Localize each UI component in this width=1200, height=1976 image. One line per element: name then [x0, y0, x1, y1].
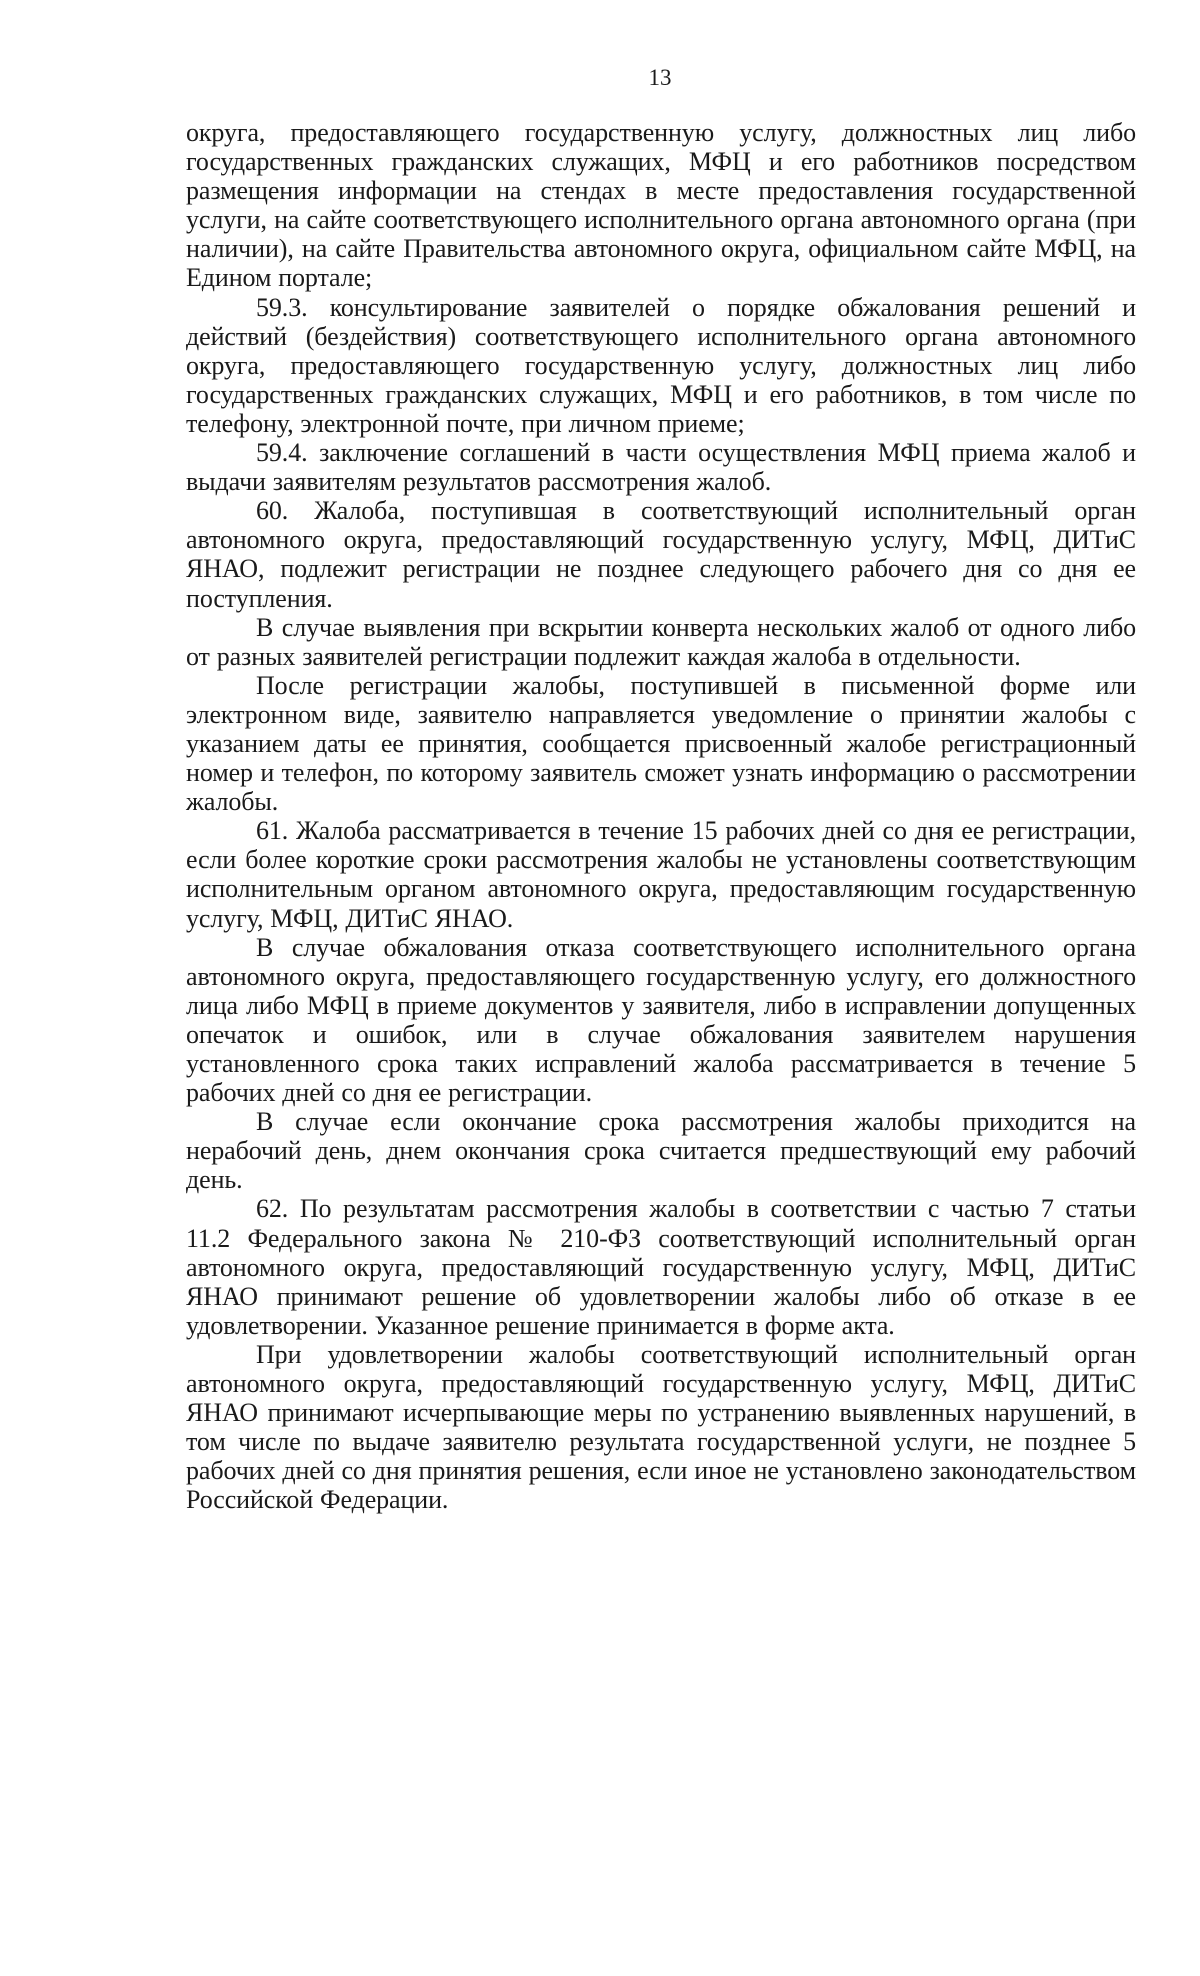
paragraph-60-envelope: В случае выявления при вскрытии конверта нескольких жалоб от одного либо от разных заявителей регистрации подлежит каждая жалоба в отдельности.	[186, 612, 1136, 671]
paragraph-61-nonworking-day: В случае если окончание срока рассмотрения жалобы приходится на нерабочий день, днем окончания срока считается предшествующий ему рабочий день.	[186, 1107, 1136, 1195]
paragraph-59-3: 59.3. консультирование заявителей о порядке обжалования решений и действий (бездействия) соответствующего исполнительного органа автономного округа, предоставляющего государственную услугу, должностных лиц либо государственных гражданских служащих, МФЦ и его работников, в том числе по телефону, электронной почте, при личном приеме;	[186, 292, 1136, 438]
paragraph-60: 60. Жалоба, поступившая в соответствующий исполнительный орган автономного округа, предоставляющий государственную услугу, МФЦ, ДИТиС ЯНАО, подлежит регистрации не позднее следующего рабочего дня со дня ее поступления.	[186, 496, 1136, 613]
document-body	[186, 118, 1136, 1515]
paragraph-61-refusal: В случае обжалования отказа соответствующего исполнительного органа автономного округа, предоставляющего государственную услугу, его должностного лица либо МФЦ в приеме документов у заявителя, либо в исправлении допущенных опечаток и ошибок, или в случае обжалования заявителем нарушения установленного срока таких исправлений жалоба рассматривается в течение 5 рабочих дней со дня ее регистрации.	[186, 932, 1136, 1108]
paragraph-61: 61. Жалоба рассматривается в течение 15 рабочих дней со дня ее регистрации, если более короткие сроки рассмотрения жалобы не установлены соответствующим исполнительным органом автономного округа, предоставляющим государственную услугу, МФЦ, ДИТиС ЯНАО.	[186, 816, 1136, 933]
page-number: 13	[648, 65, 672, 90]
paragraph-continuation: округа, предоставляющего государственную услугу, должностных лиц либо государственных гражданских служащих, МФЦ и его работников посредством размещения информации на стендах в месте предоставления государственной услуги, на сайте соответствующего исполнительного органа автономного органа (при наличии), на сайте Правительства автономного округа, официальном сайте МФЦ, на Едином портале;	[186, 118, 1136, 293]
paragraph-59-4: 59.4. заключение соглашений в части осуществления МФЦ приема жалоб и выдачи заявителям результатов рассмотрения жалоб.	[186, 438, 1136, 497]
paragraph-62: 62. По результатам рассмотрения жалобы в соответствии с частью 7 статьи 11.2 Федерального закона № 210-ФЗ соответствующий исполнительный орган автономного округа, предоставляющий государственную услугу, МФЦ, ДИТиС ЯНАО принимают решение об удовлетворении жалобы либо об отказе в ее удовлетворении. Указанное решение принимается в форме акта.	[186, 1194, 1136, 1340]
paragraph-62-satisfaction: При удовлетворении жалобы соответствующий исполнительный орган автономного округа, предоставляющий государственную услугу, МФЦ, ДИТиС ЯНАО принимают исчерпывающие меры по устранению выявленных нарушений, в том числе по выдаче заявителю результата государственной услуги, не позднее 5 рабочих дней со дня принятия решения, если иное не установлено законодательством Российской Федерации.	[186, 1339, 1136, 1515]
paragraph-60-notification: После регистрации жалобы, поступившей в письменной форме или электронном виде, заявителю направляется уведомление о принятии жалобы с указанием даты ее принятия, сообщается присвоенный жалобе регистрационный номер и телефон, по которому заявитель сможет узнать информацию о рассмотрении жалобы.	[186, 670, 1136, 817]
